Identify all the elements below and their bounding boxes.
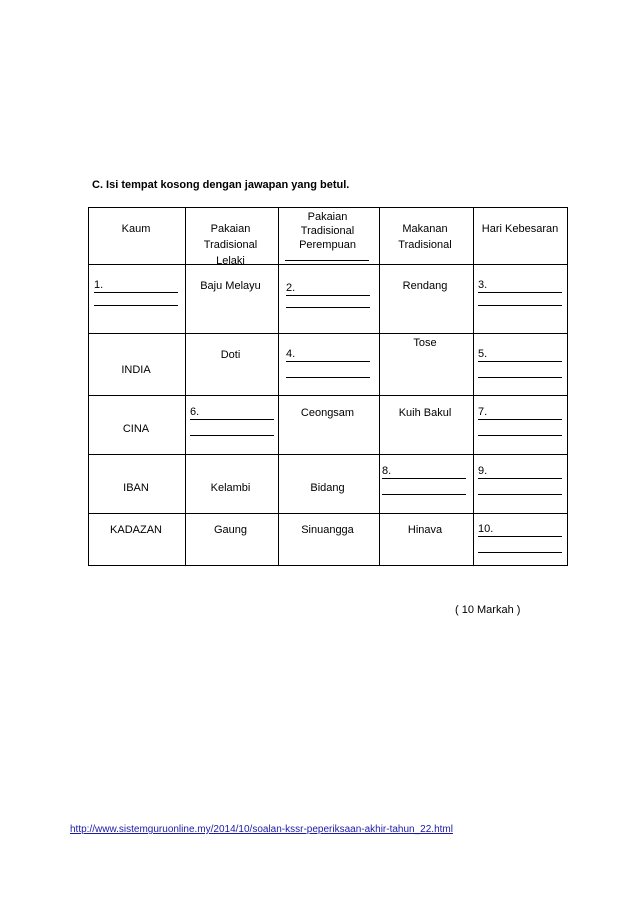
header-hari-kebesaran: Hari Kebesaran xyxy=(481,223,559,235)
blank-3[interactable]: 3. xyxy=(478,279,562,293)
cell-iban: IBAN xyxy=(123,482,149,494)
blank-5-line2[interactable] xyxy=(478,377,562,378)
cell-sinuangga: Sinuangga xyxy=(301,524,354,536)
cell-hinava: Hinava xyxy=(407,524,443,536)
row-divider xyxy=(89,513,567,514)
marks-label: ( 10 Markah ) xyxy=(455,604,521,616)
blank-1-line2[interactable] xyxy=(94,305,178,306)
blank-4[interactable]: 4. xyxy=(286,348,370,362)
blank-2[interactable]: 2. xyxy=(286,282,370,296)
cell-india: INDIA xyxy=(121,364,151,376)
section-instruction: C. Isi tempat kosong dengan jawapan yang betul. xyxy=(92,179,350,191)
cell-cina: CINA xyxy=(122,423,150,435)
blank-1[interactable]: 1. xyxy=(94,279,178,293)
blank-10-line2[interactable] xyxy=(478,552,562,553)
cell-gaung: Gaung xyxy=(213,524,248,536)
cell-kuih-bakul: Kuih Bakul xyxy=(398,407,452,419)
cell-ceongsam: Ceongsam xyxy=(300,407,355,419)
cell-baju-melayu: Baju Melayu xyxy=(200,280,261,292)
cell-bidang: Bidang xyxy=(310,482,345,494)
header-underline xyxy=(285,260,369,261)
cell-tose: Tose xyxy=(413,337,437,349)
row-divider xyxy=(89,333,567,334)
header-pakaian-perempuan: Pakaian Tradisional Perempuan xyxy=(299,211,356,251)
blank-7-line2[interactable] xyxy=(478,435,562,436)
blank-4-line2[interactable] xyxy=(286,377,370,378)
blank-7[interactable]: 7. xyxy=(478,406,562,420)
blank-9-line2[interactable] xyxy=(478,494,562,495)
cell-rendang: Rendang xyxy=(402,280,448,292)
row-divider xyxy=(89,264,567,265)
blank-8-line2[interactable] xyxy=(382,494,466,495)
header-kaum: Kaum xyxy=(121,223,151,235)
cell-kelambi: Kelambi xyxy=(210,482,251,494)
blank-5[interactable]: 5. xyxy=(478,348,562,362)
row-divider xyxy=(89,454,567,455)
col-divider xyxy=(379,208,380,565)
blank-3-line2[interactable] xyxy=(478,305,562,306)
row-divider xyxy=(89,395,567,396)
blank-2-line2[interactable] xyxy=(286,307,370,308)
col-divider xyxy=(278,208,279,565)
blank-10[interactable]: 10. xyxy=(478,523,562,537)
cell-doti: Doti xyxy=(220,349,241,361)
header-pakaian-lelaki: Pakaian Tradisional Lelaki xyxy=(203,223,258,267)
blank-6-line2[interactable] xyxy=(190,435,274,436)
cell-kadazan: KADAZAN xyxy=(110,524,162,536)
blank-8[interactable]: 8. xyxy=(382,465,466,479)
blank-9[interactable]: 9. xyxy=(478,465,562,479)
source-link[interactable]: http://www.sistemguruonline.my/2014/10/soalan-kssr-peperiksaan-akhir-tahun_22.html xyxy=(70,824,453,835)
blank-6[interactable]: 6. xyxy=(190,406,274,420)
header-makanan: Makanan Tradisional xyxy=(398,223,452,251)
col-divider xyxy=(473,208,474,565)
